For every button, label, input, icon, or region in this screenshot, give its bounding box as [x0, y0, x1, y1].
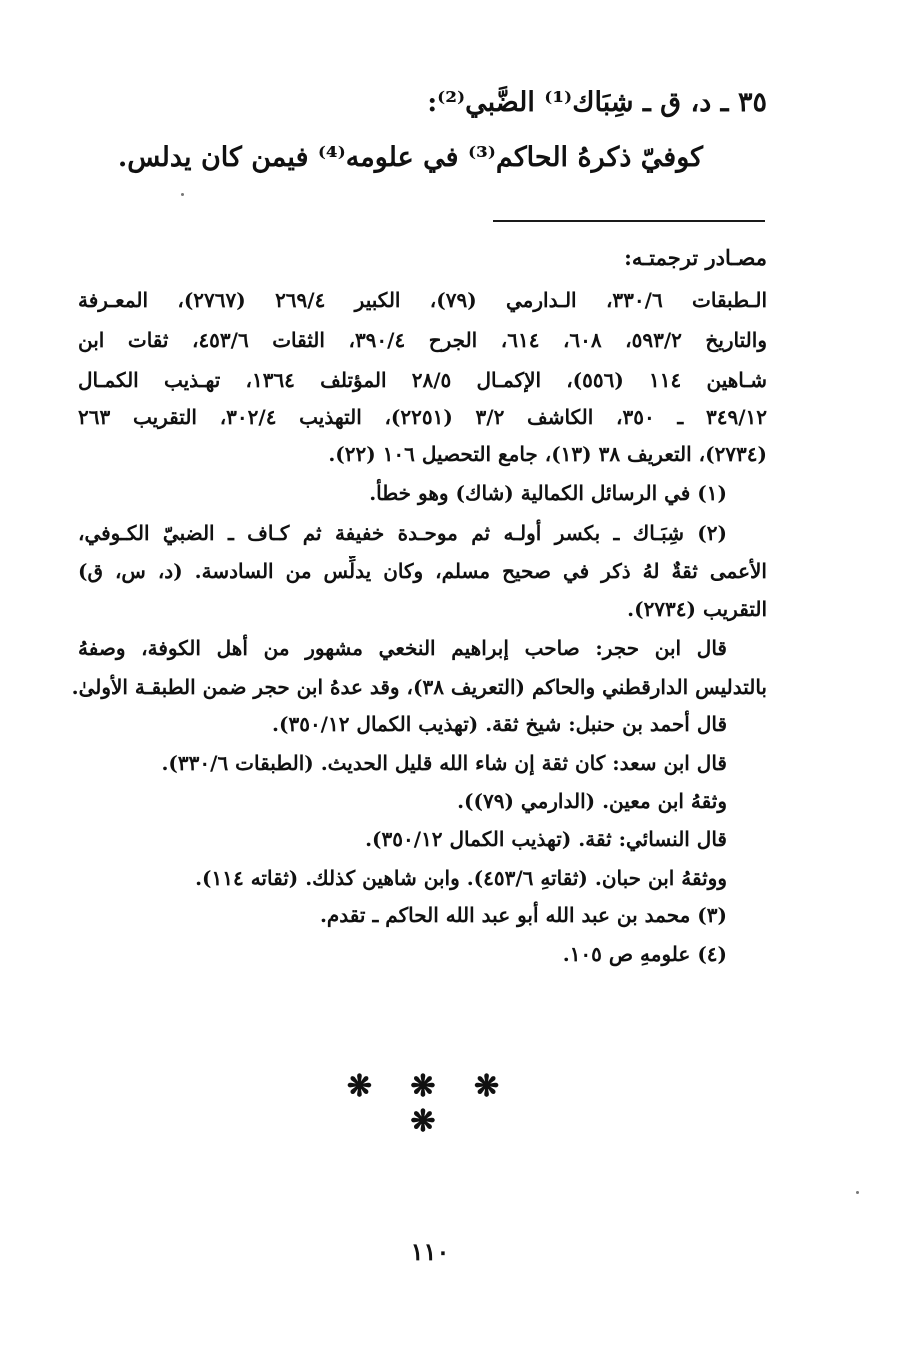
- footnote-separator: [493, 220, 765, 222]
- scan-speck: [181, 193, 184, 196]
- entry-body: كوفيّ ذكرهُ الحاكم⁽³⁾ في علومه⁽⁴⁾ فيمن كان يدلس.: [117, 142, 703, 173]
- footnote-3: (٣) محمد بن عبد الله أبو عبد الله الحاكم ـ تقدم.: [319, 903, 727, 927]
- end-of-entry-stars: ❋ ❋ ❋ ❋: [346, 1069, 514, 1139]
- page-number: ١١٠: [410, 1237, 450, 1266]
- sources-title: مصـادر ترجمتـه:: [624, 245, 767, 270]
- sources-line: ٣٤٩/١٢ ـ ٣٥٠، الكاشف ٣/٢ (٢٢٥١)، التهذيب ٣٠٢/٤، التقريب ٢٦٣: [78, 405, 767, 429]
- footnote-2-line: قال النسائي: ثقة. (تهذيب الكمال ٣٥٠/١٢).: [365, 827, 727, 851]
- footnote-2-line: قال ابن حجر: صاحب إبراهيم النخعي مشهور من أهل الكوفة، وصفهُ: [78, 636, 727, 660]
- sources-line: والتاريخ ٥٩٣/٢، ٦٠٨، ٦١٤، الجرح ٣٩٠/٤، الثقات ٤٥٣/٦، ثقات ابن: [78, 328, 767, 352]
- footnote-2-line: بالتدليس الدارقطني والحاكم (التعريف ٣٨)، وقد عدهُ ابن حجر ضمن الطبقـة الأولىٰ.: [71, 675, 767, 699]
- entry-heading: ٣٥ ـ د، ق ـ شِبَاك⁽¹⁾ الضَّبي⁽²⁾:: [427, 87, 767, 118]
- sources-line: (٢٧٣٤)، التعريف ٣٨ (١٣)، جامع التحصيل ١٠٦ (٢٢).: [328, 442, 767, 466]
- footnote-2-line: التقريب (٢٧٣٤).: [627, 597, 767, 621]
- footnote-4: (٤) علومهِ ص ١٠٥.: [562, 942, 727, 966]
- footnote-2-line: قال أحمد بن حنبل: شيخ ثقة. (تهذيب الكمال ٣٥٠/١٢).: [272, 712, 727, 736]
- footnote-2-line: وثقهُ ابن معين. (الدارمي (٧٩)).: [457, 789, 727, 813]
- sources-line: الـطبقات ٣٣٠/٦، الـدارمي (٧٩)، الكبير ٢٦٩/٤ (٢٧٦٧)، المعـرفة: [78, 288, 767, 312]
- sources-line: شـاهين ١١٤ (٥٥٦)، الإكمـال ٢٨/٥ المؤتلف ١٣٦٤، تهـذيب الكمـال: [78, 368, 767, 392]
- footnote-2-line: قال ابن سعد: كان ثقة إن شاء الله قليل الحديث. (الطبقات ٣٣٠/٦).: [161, 751, 727, 775]
- footnote-2-line: (٢) شِبَـاك ـ بكسر أولـه ثم موحـدة خفيفة ثم كـاف ـ الضبيّ الكـوفي،: [78, 521, 727, 545]
- footnote-2-line: ووثقهُ ابن حبان. (ثقاتهِ ٤٥٣/٦). وابن شاهين كذلك. (ثقاته ١١٤).: [195, 866, 727, 890]
- footnote-2-line: الأعمى ثقةٌ لهُ ذكر في صحيح مسلم، وكان يدلِّس من السادسة. (د، س، ق): [78, 559, 767, 583]
- scan-speck: [856, 1191, 859, 1194]
- footnote-1: (١) في الرسائل الكمالية (شاك) وهو خطأ.: [369, 481, 727, 505]
